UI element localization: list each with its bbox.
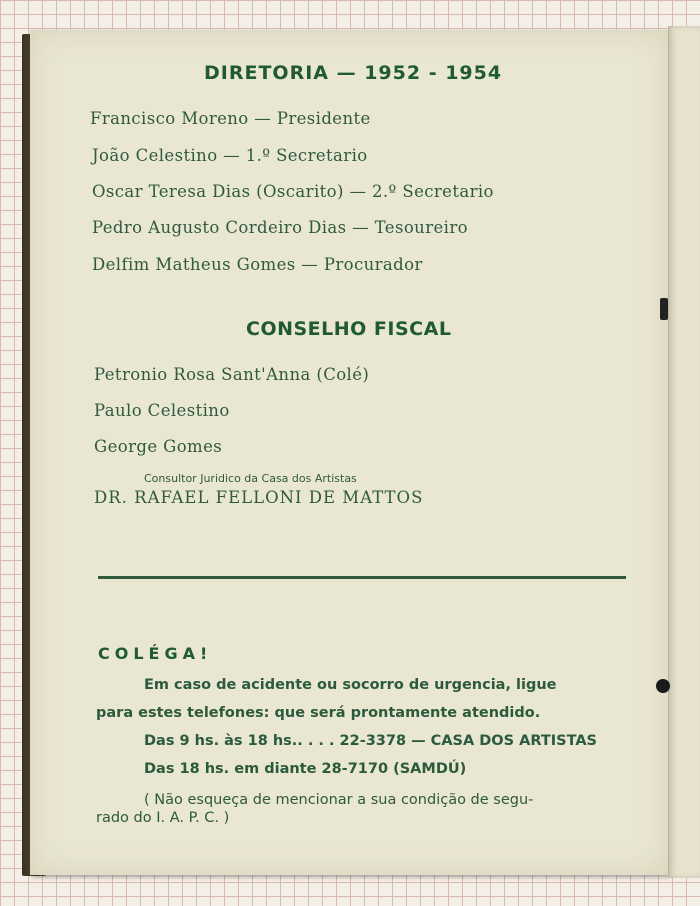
- aviso-line: Das 18 hs. em diante 28-7170 (SAMDÚ): [144, 761, 467, 777]
- adjacent-page-edge: [668, 26, 700, 878]
- member-line: Francisco Moreno — Presidente: [90, 109, 371, 128]
- aviso-line: para estes telefones: que será prontamente atendido.: [96, 705, 541, 721]
- member-line: João Celestino — 1.º Secretario: [92, 146, 368, 165]
- member-line: Petronio Rosa Sant'Anna (Colé): [94, 365, 370, 384]
- aviso-line: ( Não esqueça de mencionar a sua condição de segu-: [144, 792, 534, 808]
- aviso-line: Das 9 hs. às 18 hs.. . . . 22-3378 — CASA DOS ARTISTAS: [144, 733, 597, 749]
- consultor-caption: Consultor Juridico da Casa dos Artistas: [144, 472, 357, 485]
- aviso-line: Em caso de acidente ou socorro de urgencia, ligue: [144, 677, 557, 693]
- member-line: George Gomes: [94, 437, 223, 456]
- binding-hole: [656, 679, 670, 693]
- booklet-page: [30, 30, 668, 875]
- consultor-name: DR. RAFAEL FELLONI DE MATTOS: [94, 488, 424, 507]
- aviso-title: COLÉGA!: [98, 644, 213, 663]
- section-divider: [98, 576, 626, 579]
- member-line: Delfim Matheus Gomes — Procurador: [92, 255, 423, 274]
- member-line: Oscar Teresa Dias (Oscarito) — 2.º Secretario: [92, 182, 494, 201]
- staple-mark: [660, 298, 668, 320]
- aviso-line: rado do I. A. P. C. ): [96, 810, 230, 826]
- diretoria-title: DIRETORIA — 1952 - 1954: [204, 62, 503, 84]
- conselho-title: CONSELHO FISCAL: [246, 318, 452, 340]
- member-line: Pedro Augusto Cordeiro Dias — Tesoureiro: [92, 218, 468, 237]
- member-line: Paulo Celestino: [94, 401, 230, 420]
